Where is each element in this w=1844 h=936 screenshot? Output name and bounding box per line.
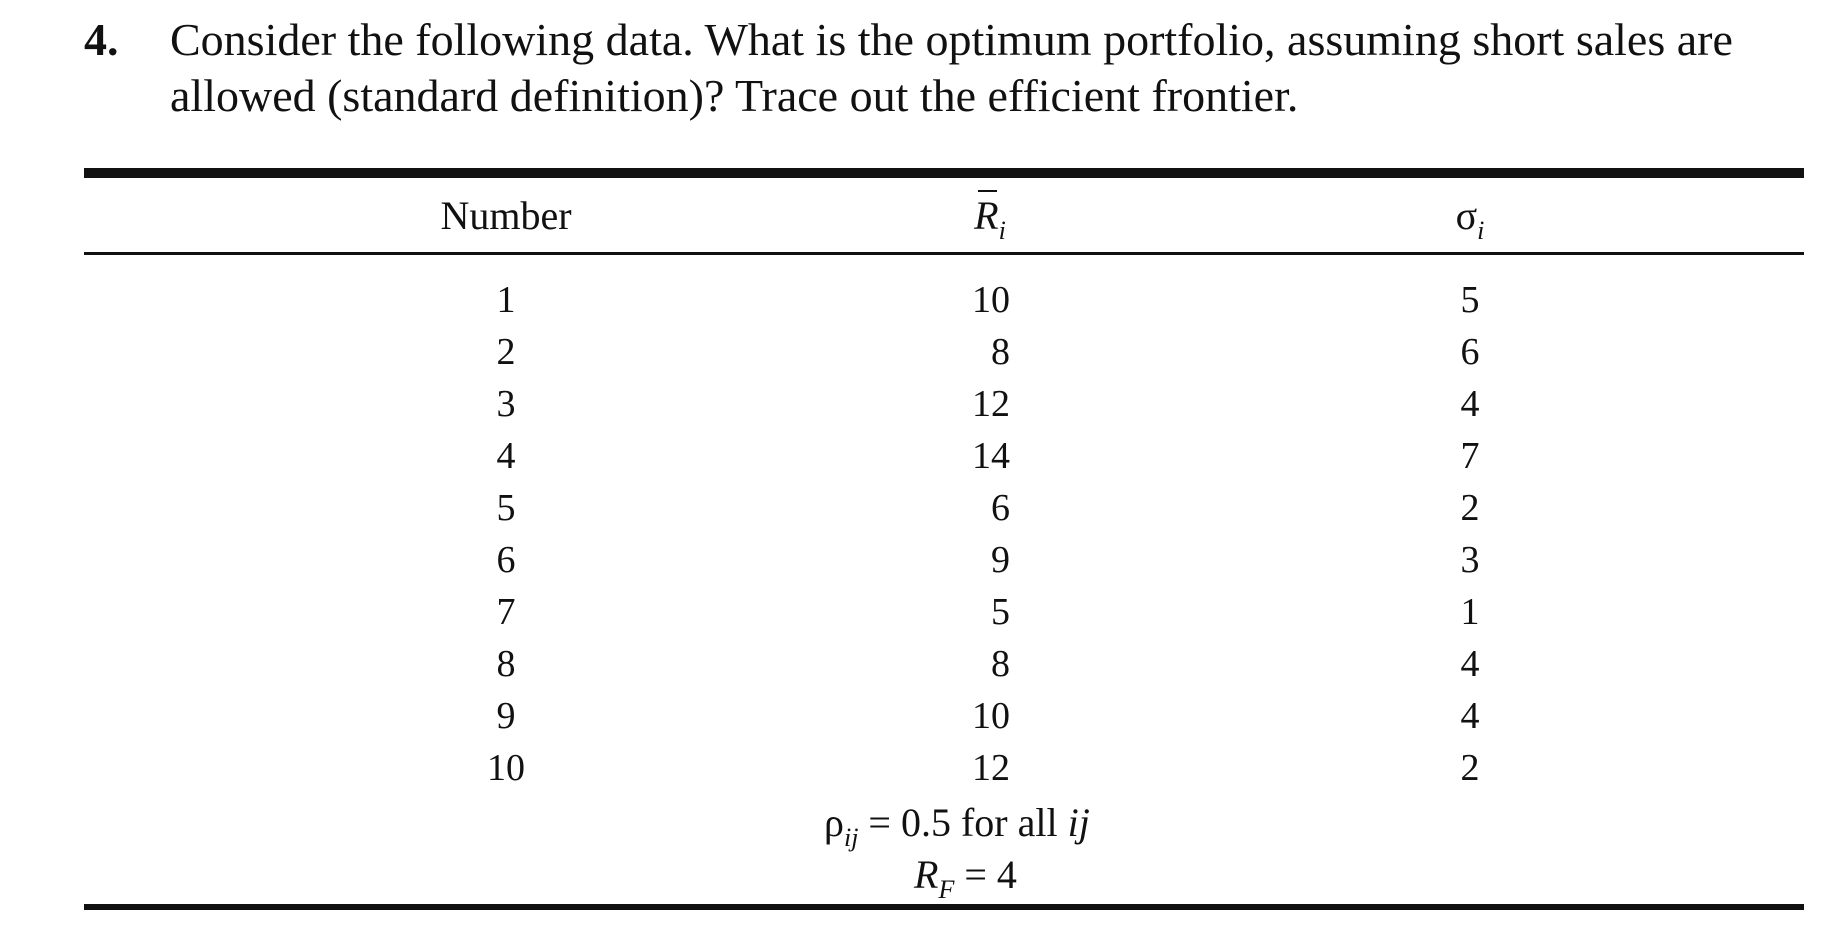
table-row: [0, 534, 1844, 586]
table-row: [0, 586, 1844, 638]
rho-scope: ij: [1067, 800, 1090, 845]
cell-return: 14: [972, 435, 1010, 477]
cell-number: 3: [496, 383, 516, 425]
cell-number: 10: [487, 747, 525, 789]
sigma-subscript: i: [1477, 216, 1485, 245]
cell-number: 5: [496, 487, 516, 529]
table-row: [0, 274, 1844, 326]
rho-subscript: ij: [843, 823, 859, 852]
table-row: [0, 430, 1844, 482]
cell-sigma: 2: [1460, 487, 1480, 529]
return-subscript: i: [998, 216, 1006, 245]
rho-equals: = 0.5 for all: [858, 800, 1068, 845]
table-row: [0, 742, 1844, 794]
table-row: [0, 638, 1844, 690]
cell-sigma: 4: [1460, 695, 1480, 737]
rf-symbol: R: [914, 852, 939, 897]
cell-return: 8: [991, 643, 1010, 685]
header-mean-return: [940, 194, 1040, 253]
problem-line-1: Consider the following data. What is the optimum portfolio, assuming short sales are: [170, 14, 1733, 65]
cell-sigma: 7: [1460, 435, 1480, 477]
cell-sigma: 1: [1460, 591, 1480, 633]
header-number: Number: [440, 193, 572, 238]
cell-number: 9: [496, 695, 516, 737]
cell-sigma: 5: [1460, 279, 1480, 321]
rho-symbol: ρ: [824, 800, 844, 845]
cell-return: 10: [972, 279, 1010, 321]
rf-equals: = 4: [954, 852, 1017, 897]
table-row: [0, 482, 1844, 534]
header-sigma: [1410, 194, 1530, 253]
cell-number: 8: [496, 643, 516, 685]
table-top-rule: [84, 168, 1804, 178]
return-letter: R: [974, 193, 999, 238]
table-row: [0, 690, 1844, 742]
cell-return: 10: [972, 695, 1010, 737]
cell-number: 7: [496, 591, 516, 633]
cell-sigma: 6: [1460, 331, 1480, 373]
cell-return: 12: [972, 383, 1010, 425]
overbar: [978, 190, 996, 192]
cell-number: 4: [496, 435, 516, 477]
problem-line-2: allowed (standard definition)? Trace out the efficient frontier.: [170, 70, 1299, 121]
cell-number: 6: [496, 539, 516, 581]
cell-return: 5: [991, 591, 1010, 633]
cell-sigma: 4: [1460, 643, 1480, 685]
cell-return: 9: [991, 539, 1010, 581]
problem-number: 4.: [84, 14, 119, 65]
table-row: [0, 378, 1844, 430]
sigma-symbol: σ: [1455, 193, 1478, 238]
cell-sigma: 4: [1460, 383, 1480, 425]
cell-return: 8: [991, 331, 1010, 373]
cell-number: 1: [496, 279, 516, 321]
header-rule: [84, 252, 1804, 255]
cell-sigma: 2: [1460, 747, 1480, 789]
problem-text: [170, 12, 1844, 124]
mean-return-symbol: [974, 194, 998, 238]
cell-number: 2: [496, 331, 516, 373]
table-bottom-rule: [84, 904, 1804, 910]
cell-return: 12: [972, 747, 1010, 789]
table-row: [0, 326, 1844, 378]
cell-sigma: 3: [1460, 539, 1480, 581]
rf-subscript: F: [938, 875, 955, 904]
cell-return: 6: [991, 487, 1010, 529]
